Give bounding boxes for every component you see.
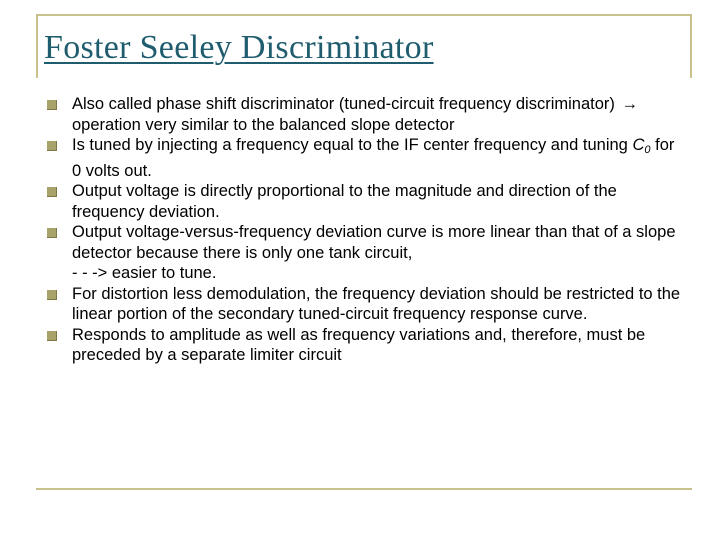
bullet-item-5 [0, 284, 688, 325]
square-bullet-icon [47, 331, 57, 341]
bullet-item-3 [0, 181, 688, 222]
bullet-item-2 [0, 135, 688, 181]
right-arrow-icon: → [621, 95, 638, 113]
square-bullet-icon [47, 228, 57, 238]
bullet-list [0, 94, 728, 366]
frame-top-line [36, 14, 692, 16]
square-bullet-icon [47, 141, 57, 151]
frame-left-line [36, 14, 38, 78]
capacitor-subscript: 0 [644, 144, 651, 156]
bullet-text: Output voltage is directly proportional to the magnitude and direction of the frequency deviation. [72, 182, 617, 221]
square-bullet-icon [47, 100, 57, 110]
bullet-text: Also called phase shift discriminator (tuned-circuit frequency discriminator) [72, 95, 615, 113]
bullet-text: operation very similar to the balanced slope detector [72, 115, 455, 134]
capacitor-letter: C [632, 136, 645, 154]
bullet-item-1 [0, 94, 688, 135]
bullet-continuation [0, 263, 688, 284]
bullet-text: for 0 volts out. [72, 136, 675, 180]
continuation-text: - - -> easier to tune. [72, 264, 217, 282]
frame-bottom-line [36, 488, 692, 490]
bullet-text: Is tuned by injecting a frequency equal to the IF center frequency and tuning [72, 136, 628, 154]
bullet-text: Output voltage-versus-frequency deviation curve is more linear than that of a slope detector because there is only one tank circuit, [72, 223, 676, 262]
bullet-text: Responds to amplitude as well as frequency variations and, therefore, must be preceded by a separate limiter circuit [72, 325, 646, 364]
bullet-item-6 [0, 325, 688, 366]
square-bullet-icon [47, 290, 57, 300]
slide-title: Foster Seeley Discriminator [44, 29, 434, 66]
frame-right-line [690, 14, 692, 78]
capacitor-symbol [632, 136, 650, 154]
bullet-item-4 [0, 222, 688, 263]
bullet-text: For distortion less demodulation, the frequency deviation should be restricted to the linear portion of the secondary tuned-circuit frequency response curve. [72, 284, 681, 323]
square-bullet-icon [47, 187, 57, 197]
